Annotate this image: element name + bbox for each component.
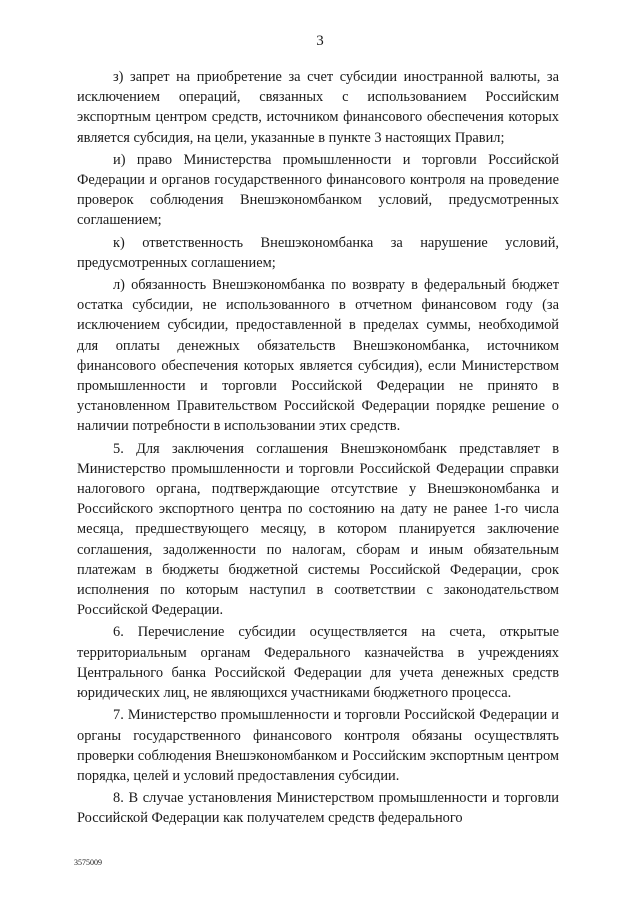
paragraph-z: з) запрет на приобретение за счет субсидии иностранной валюты, за исключением операций, связанных с использованием Российским экспортным центром средств, источником финансового обеспечения которых является субсидия, на цели, указанные в пункте 3 настоящих Правил; <box>77 69 559 146</box>
paragraph-k: к) ответственность Внешэкономбанка за нарушение условий, предусмотренных соглашением; <box>77 234 559 271</box>
paragraph-5: 5. Для заключения соглашения Внешэкономбанк представляет в Министерство промышленности и торговли Российской Федерации справки налогового органа, подтверждающие отсутствие у Внешэкономбанка и Российского экспортного центра по состоянию на дату не ранее 1-го числа месяца, предшествующего месяцу, в котором планируется заключение соглашения, задолженности по налогам, сборам и иным обязательным платежам в бюджеты бюджетной системы Российской Федерации, срок исполнения по которым наступил в соответствии с законодательством Российской Федерации. <box>77 440 559 619</box>
paragraph-6: 6. Перечисление субсидии осуществляется на счета, открытые территориальным органам Федерального казначейства в учреждениях Центрального банка Российской Федерации для учета денежных средств юридических лиц, не являющихся участниками бюджетного процесса. <box>77 624 559 702</box>
document-code: 3575009 <box>74 858 102 867</box>
paragraph-8: 8. В случае установления Министерством промышленности и торговли Российской Федерации как получателем средств федерального <box>77 790 559 827</box>
page-number: 3 <box>316 33 324 49</box>
paragraph-l: л) обязанность Внешэкономбанка по возврату в федеральный бюджет остатка субсидии, не использованного в отчетном финансовом году (за исключением субсидии, предоставленной в пределах суммы, необходимой для оплаты денежных обязательств Внешэкономбанка, источником финансового обеспечения которых является субсидия), если Министерством промышленности и торговли Российской Федерации не принято в установленном Правительством Российской Федерации порядке решение о наличии потребности в использовании этих средств. <box>77 277 559 435</box>
document-body <box>77 67 559 831</box>
paragraph-7: 7. Министерство промышленности и торговли Российской Федерации и органы государственного финансового контроля обязаны осуществлять проверки соблюдения Внешэкономбанком и Российским экспортным центром порядка, целей и условий предоставления субсидии. <box>77 707 559 784</box>
paragraph-i: и) право Министерства промышленности и торговли Российской Федерации и органов государственного финансового контроля на проведение проверок соблюдения Внешэкономбанком условий, предусмотренных соглашением; <box>77 151 559 229</box>
